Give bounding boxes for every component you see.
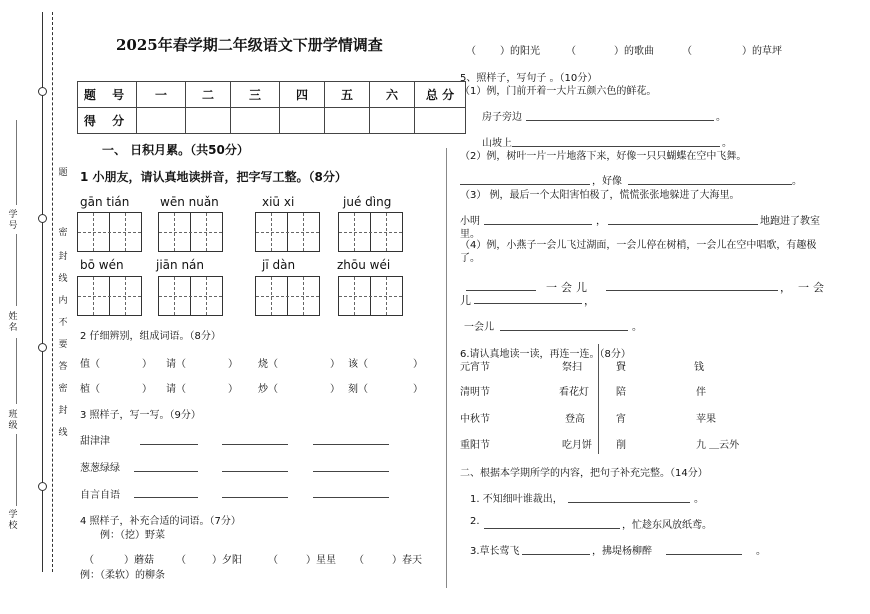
writing-grid[interactable] <box>158 276 223 316</box>
q4-word: ）蘑菇 <box>124 555 154 566</box>
answer-line[interactable] <box>134 471 198 472</box>
cut-char: 密 <box>58 228 68 238</box>
q6-festival: 清明节 <box>460 387 490 398</box>
column-divider <box>446 148 447 588</box>
answer-line[interactable] <box>140 444 198 445</box>
q5-3-prompt: 小明 <box>460 216 480 227</box>
binding-hole <box>38 87 47 96</box>
q5-3-suffix: 地跑进了教室 <box>760 216 820 227</box>
q6-word[interactable]: 钱 <box>694 362 704 373</box>
q5-comma: ， <box>584 294 595 307</box>
q5-1-prompt: 房子旁边 <box>482 112 522 123</box>
writing-grid[interactable] <box>255 276 320 316</box>
writing-grid[interactable] <box>77 212 142 252</box>
pinyin-label: gān tián <box>80 195 130 209</box>
binding-hole <box>38 482 47 491</box>
answer-line[interactable] <box>526 120 714 121</box>
fill-word: ）的草坪 <box>742 46 782 57</box>
q5-4-connector: 一会 <box>798 281 828 294</box>
score-header-cell: 六 <box>370 82 415 108</box>
q3-example-word: 自言自语 <box>80 490 120 501</box>
question-1-heading: 1 小朋友，请认真地读拼音，把字写工整。（8分） <box>80 170 347 184</box>
q6-word[interactable]: 九 ＿云外 <box>696 440 740 451</box>
q4-example: 例：（柔软）的柳条 <box>80 570 165 581</box>
cut-char: 要 <box>58 340 68 350</box>
field-fill-line <box>16 434 17 506</box>
score-table-score-row <box>78 108 466 134</box>
s2-period: 。 <box>756 546 766 557</box>
q5-3-suffix-2: 里。 <box>460 229 480 240</box>
binding-hole <box>38 343 47 352</box>
answer-line[interactable] <box>606 290 778 291</box>
pinyin-label: zhōu wéi <box>337 258 391 272</box>
writing-grid[interactable] <box>158 212 223 252</box>
q2-word-close[interactable]: ） <box>330 384 340 395</box>
q5-comma: ， <box>596 216 606 227</box>
q5-period: 。 <box>722 138 732 149</box>
cut-char: 封 <box>58 406 68 416</box>
writing-grid[interactable] <box>338 212 403 252</box>
fill-word: ）的歌曲 <box>614 46 654 57</box>
q6-divider <box>598 344 599 454</box>
q5-2-example: （2）例，树叶一片一片地落下来，好像一只只蝴蝶在空中飞舞。 <box>460 151 747 162</box>
pinyin-label: xiū xi <box>262 195 295 209</box>
q5-comma: ， <box>780 281 791 294</box>
cut-char: 答 <box>58 362 68 372</box>
q4-blank-open[interactable]: （ <box>354 555 364 566</box>
answer-line[interactable] <box>484 528 620 529</box>
score-input-cell[interactable] <box>415 108 466 134</box>
answer-line[interactable] <box>568 502 690 503</box>
q4-example: 例：（挖）野菜 <box>100 530 165 541</box>
answer-line[interactable] <box>313 497 389 498</box>
field-label-name: 姓名 <box>8 312 18 333</box>
cut-char: 内 <box>58 296 68 306</box>
question-2-heading: 2 仔细辨别，组成词语。（8分） <box>80 331 221 342</box>
score-table-header-row <box>78 82 466 108</box>
score-header-cell: 题 号 <box>78 82 137 108</box>
q5-period: 。 <box>632 322 642 333</box>
q2-word-close[interactable]: ） <box>228 384 238 395</box>
s2-item: 3.草长莺飞 <box>470 546 520 557</box>
q5-4-connector: 儿 <box>460 294 471 307</box>
q2-word-close[interactable]: ） <box>228 359 238 370</box>
score-row-label: 得 分 <box>78 108 137 134</box>
section-1-heading: 一、 日积月累。（共50分） <box>102 143 249 157</box>
cut-char: 线 <box>58 274 68 284</box>
q2-word: 该（ <box>348 359 368 370</box>
field-fill-line <box>16 120 17 205</box>
answer-line[interactable] <box>628 184 792 185</box>
q2-word-close[interactable]: ） <box>413 359 423 370</box>
q4-word: ）春天 <box>392 555 422 566</box>
q2-word: 刻（ <box>348 384 368 395</box>
answer-line[interactable] <box>222 497 288 498</box>
q2-word-close[interactable]: ） <box>142 384 152 395</box>
answer-line[interactable] <box>466 290 536 291</box>
q5-1-example: （1）例，门前开着一大片五颜六色的鲜花。 <box>460 86 657 97</box>
score-table <box>77 81 466 134</box>
score-input-cell[interactable] <box>280 108 325 134</box>
score-header-cell: 总 分 <box>415 82 466 108</box>
section-2-heading: 二、根据本学期所学的内容，把句子补充完整。（14分） <box>460 468 708 479</box>
q5-2-connector: ，好像 <box>592 176 622 187</box>
binding-line-dashed <box>52 12 53 572</box>
q3-example-word: 葱葱绿绿 <box>80 463 120 474</box>
question-4-heading: 4 照样子，补充合适的词语。（7分） <box>80 516 241 527</box>
score-input-cell[interactable] <box>325 108 370 134</box>
q2-word: 植（ <box>80 384 100 395</box>
q6-custom[interactable]: 吃月饼 <box>562 440 592 451</box>
q6-char[interactable]: 陪 <box>616 387 626 398</box>
binding-hole <box>38 214 47 223</box>
q6-festival: 元宵节 <box>460 362 490 373</box>
q4-word: ）星星 <box>306 555 336 566</box>
fill-open[interactable]: （ <box>466 46 476 57</box>
s2-item: 1. 不知细叶谁裁出， <box>470 494 563 505</box>
q5-4-example: （4）例，小燕子一会儿飞过湖面，一会儿停在树梢，一会儿在空中唱歌，有趣极了。 <box>460 240 817 264</box>
q4-blank-open[interactable]: （ <box>84 555 94 566</box>
pinyin-label: jī dàn <box>262 258 296 272</box>
fill-word: ）的阳光 <box>500 46 540 57</box>
pinyin-label: bō wén <box>80 258 124 272</box>
answer-line[interactable] <box>666 554 742 555</box>
q2-word: 炒（ <box>258 384 278 395</box>
s2-period: 。 <box>694 494 704 505</box>
q5-4-connector: 一会儿 <box>546 281 591 294</box>
q2-word-close[interactable]: ） <box>142 359 152 370</box>
cut-char: 不 <box>58 318 68 328</box>
answer-line[interactable] <box>134 497 198 498</box>
score-input-cell[interactable] <box>231 108 280 134</box>
writing-grid[interactable] <box>255 212 320 252</box>
answer-line[interactable] <box>222 444 288 445</box>
answer-line[interactable] <box>222 471 288 472</box>
q6-char[interactable]: 宵 <box>616 414 626 425</box>
q6-festival: 中秋节 <box>460 414 490 425</box>
answer-line[interactable] <box>484 224 592 225</box>
q6-custom[interactable]: 祭扫 <box>562 362 582 373</box>
score-header-cell: 三 <box>231 82 280 108</box>
q2-word: 请（ <box>166 359 186 370</box>
cut-char: 题 <box>58 168 68 178</box>
q6-festival: 重阳节 <box>460 440 490 451</box>
pinyin-label: wēn nuǎn <box>160 195 219 209</box>
q2-word-close[interactable]: ） <box>413 384 423 395</box>
field-label-school: 学校 <box>8 510 18 531</box>
q5-period: 。 <box>792 176 802 187</box>
score-input-cell[interactable] <box>137 108 186 134</box>
q3-example-word: 甜津津 <box>80 436 110 447</box>
writing-grid[interactable] <box>77 276 142 316</box>
q6-word[interactable]: 伴 <box>696 387 706 398</box>
q6-custom[interactable]: 看花灯 <box>559 387 589 398</box>
fill-open[interactable]: （ <box>566 46 576 57</box>
q6-char[interactable]: 䝿 <box>616 362 626 373</box>
q5-period: 。 <box>716 112 726 123</box>
q5-1-prompt: 山坡上 <box>482 138 512 149</box>
question-3-heading: 3 照样子，写一写。（9分） <box>80 410 201 421</box>
q5-4-connector: 一会儿 <box>464 322 494 333</box>
s2-item: 2. <box>470 516 480 527</box>
answer-line[interactable] <box>313 444 389 445</box>
q4-word: ）夕阳 <box>212 555 242 566</box>
answer-line[interactable] <box>608 224 758 225</box>
field-label-student-id: 学号 <box>8 210 18 231</box>
q4-blank-open[interactable]: （ <box>176 555 186 566</box>
score-header-cell: 五 <box>325 82 370 108</box>
score-input-cell[interactable] <box>370 108 415 134</box>
field-fill-line <box>16 338 17 404</box>
pinyin-label: jiān nán <box>156 258 205 272</box>
writing-grid[interactable] <box>338 276 403 316</box>
cut-char: 密 <box>58 384 68 394</box>
field-fill-line <box>16 234 17 306</box>
question-5-heading: 5、照样子，写句子 。（10分） <box>460 73 598 84</box>
answer-line[interactable] <box>313 471 389 472</box>
score-input-cell[interactable] <box>186 108 231 134</box>
field-label-class: 班级 <box>8 410 18 431</box>
score-header-cell: 二 <box>186 82 231 108</box>
q6-char[interactable]: 削 <box>616 440 626 451</box>
answer-line[interactable] <box>522 554 590 555</box>
s2-item-suffix: ，忙趁东风放纸鸢。 <box>622 520 712 531</box>
q5-3-example: （3） 例，最后一个太阳害怕极了，慌慌张张地躲进了大海里。 <box>460 190 740 201</box>
fill-open[interactable]: （ <box>682 46 692 57</box>
answer-line[interactable] <box>500 330 628 331</box>
pinyin-label: jué dìng <box>343 195 392 209</box>
q2-word: 请（ <box>166 384 186 395</box>
answer-line[interactable] <box>474 303 582 304</box>
q2-word-close[interactable]: ） <box>330 359 340 370</box>
q4-blank-open[interactable]: （ <box>268 555 278 566</box>
q6-custom[interactable]: 登高 <box>565 414 585 425</box>
question-6-heading: 6.请认真地读一读，再连一连。（8分） <box>460 349 631 360</box>
score-header-cell: 一 <box>137 82 186 108</box>
cut-char: 封 <box>58 252 68 262</box>
q2-word: 烧（ <box>258 359 278 370</box>
page-title: 2025年春学期二年级语文下册学情调查 <box>116 36 383 54</box>
answer-line[interactable] <box>460 184 590 185</box>
cut-char: 线 <box>58 428 68 438</box>
s2-item-suffix: ，拂堤杨柳醉 <box>592 546 652 557</box>
score-header-cell: 四 <box>280 82 325 108</box>
q2-word: 值（ <box>80 359 100 370</box>
q6-word[interactable]: 苹果 <box>696 414 716 425</box>
